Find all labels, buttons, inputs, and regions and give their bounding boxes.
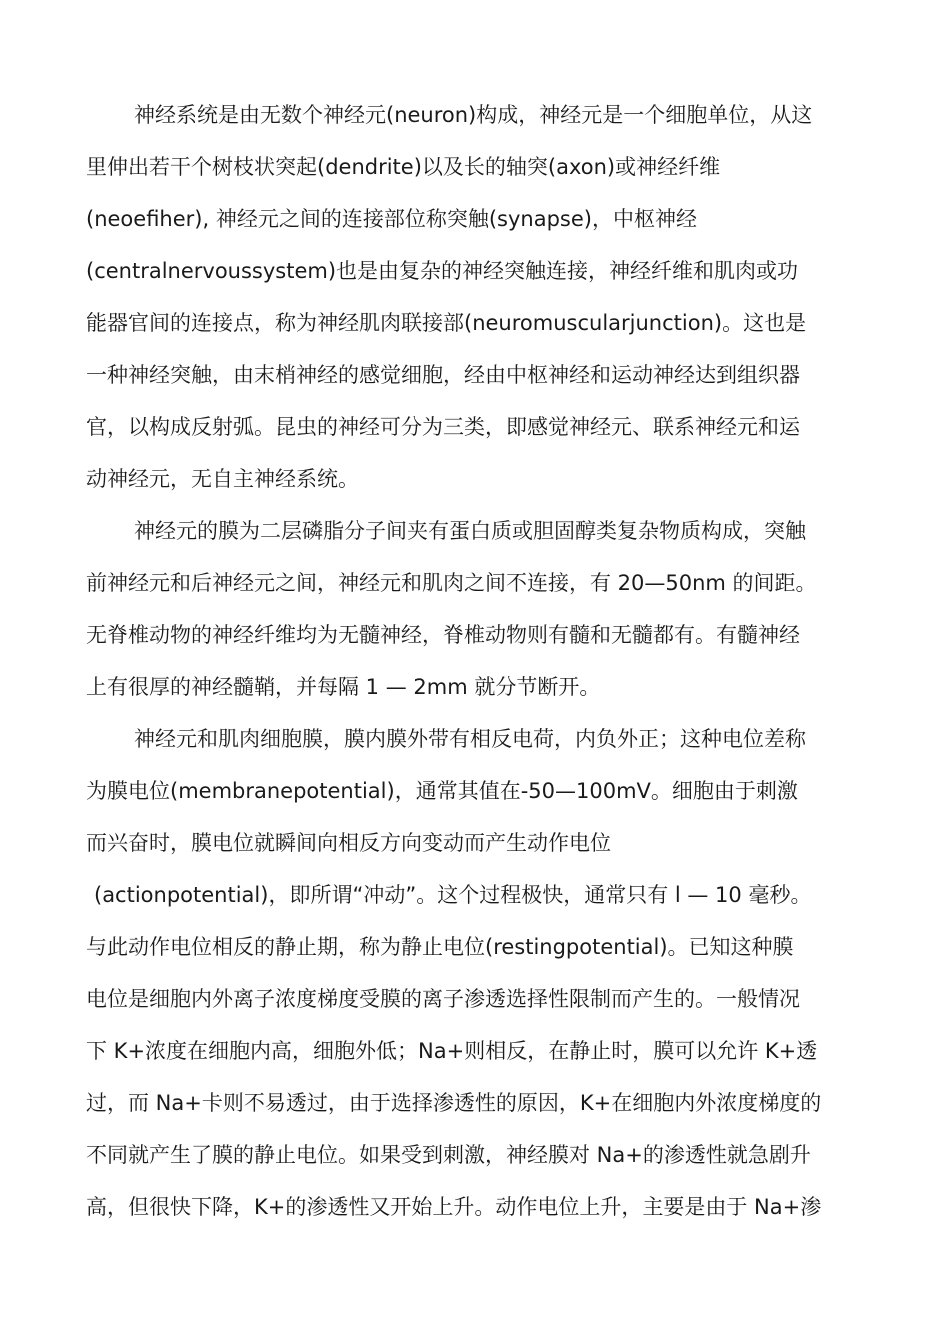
text-line: 动神经元，无自主神经系统。: [86, 467, 359, 491]
text-line: 神经系统是由无数个神经元(neuron)构成，神经元是一个细胞单位，从这: [134, 103, 813, 127]
text-line: 不同就产生了膜的静止电位。如果受到刺激，神经膜对 Na+的渗透性就急剧升: [86, 1143, 811, 1167]
text-line: (actionpotential)，即所谓“冲动”。这个过程极快，通常只有 l — 10 毫秒。: [94, 883, 812, 907]
text-line: 神经元和肌肉细胞膜，膜内膜外带有相反电荷，内负外正；这种电位差称: [134, 727, 806, 751]
text-line: 与此动作电位相反的静止期，称为静止电位(restingpotential)。已知这种膜: [86, 935, 794, 959]
text-line: 高，但很快下降，K+的渗透性又开始上升。动作电位上升，主要是由于 Na+渗: [86, 1195, 822, 1219]
text-line: (neoefiher), 神经元之间的连接部位称突触(synapse)，中枢神经: [86, 207, 697, 231]
text-line: (centralnervoussystem)也是由复杂的神经突触连接，神经纤维和肌肉或功: [86, 259, 799, 283]
text-line: 一种神经突触，由末梢神经的感觉细胞，经由中枢神经和运动神经达到组织器: [86, 363, 800, 387]
text-line: 前神经元和后神经元之间，神经元和肌肉之间不连接，有 20—50nm 的间距。: [86, 571, 817, 595]
text-line: 里伸出若干个树枝状突起(dendrite)以及长的轴突(axon)或神经纤维: [86, 155, 721, 179]
text-line: 而兴奋时，膜电位就瞬间向相反方向变动而产生动作电位: [86, 831, 611, 855]
text-line: 官，以构成反射弧。昆虫的神经可分为三类，即感觉神经元、联系神经元和运: [86, 415, 800, 439]
text-line: 过，而 Na+卡则不易透过，由于选择渗透性的原因，K+在细胞内外浓度梯度的: [86, 1091, 822, 1115]
text-line: 上有很厚的神经髓鞘，并每隔 1 — 2mm 就分节断开。: [86, 675, 601, 699]
text-line: 下 K+浓度在细胞内高，细胞外低；Na+则相反，在静止时，膜可以允许 K+透: [86, 1039, 818, 1063]
text-line: 神经元的膜为二层磷脂分子间夹有蛋白质或胆固醇类复杂物质构成，突触: [134, 519, 806, 543]
body-text: [86, 93, 866, 1237]
text-line: 电位是细胞内外离子浓度梯度受膜的离子渗透选择性限制而产生的。一般情况: [86, 987, 800, 1011]
text-line: 无脊椎动物的神经纤维均为无髓神经，脊椎动物则有髓和无髓都有。有髓神经: [86, 623, 800, 647]
text-line: 为膜电位(membranepotential)，通常其值在-50—100mV。细胞由于刺激: [86, 779, 798, 803]
text-line: 能器官间的连接点，称为神经肌肉联接部(neuromuscularjunction)。这也是: [86, 311, 807, 335]
